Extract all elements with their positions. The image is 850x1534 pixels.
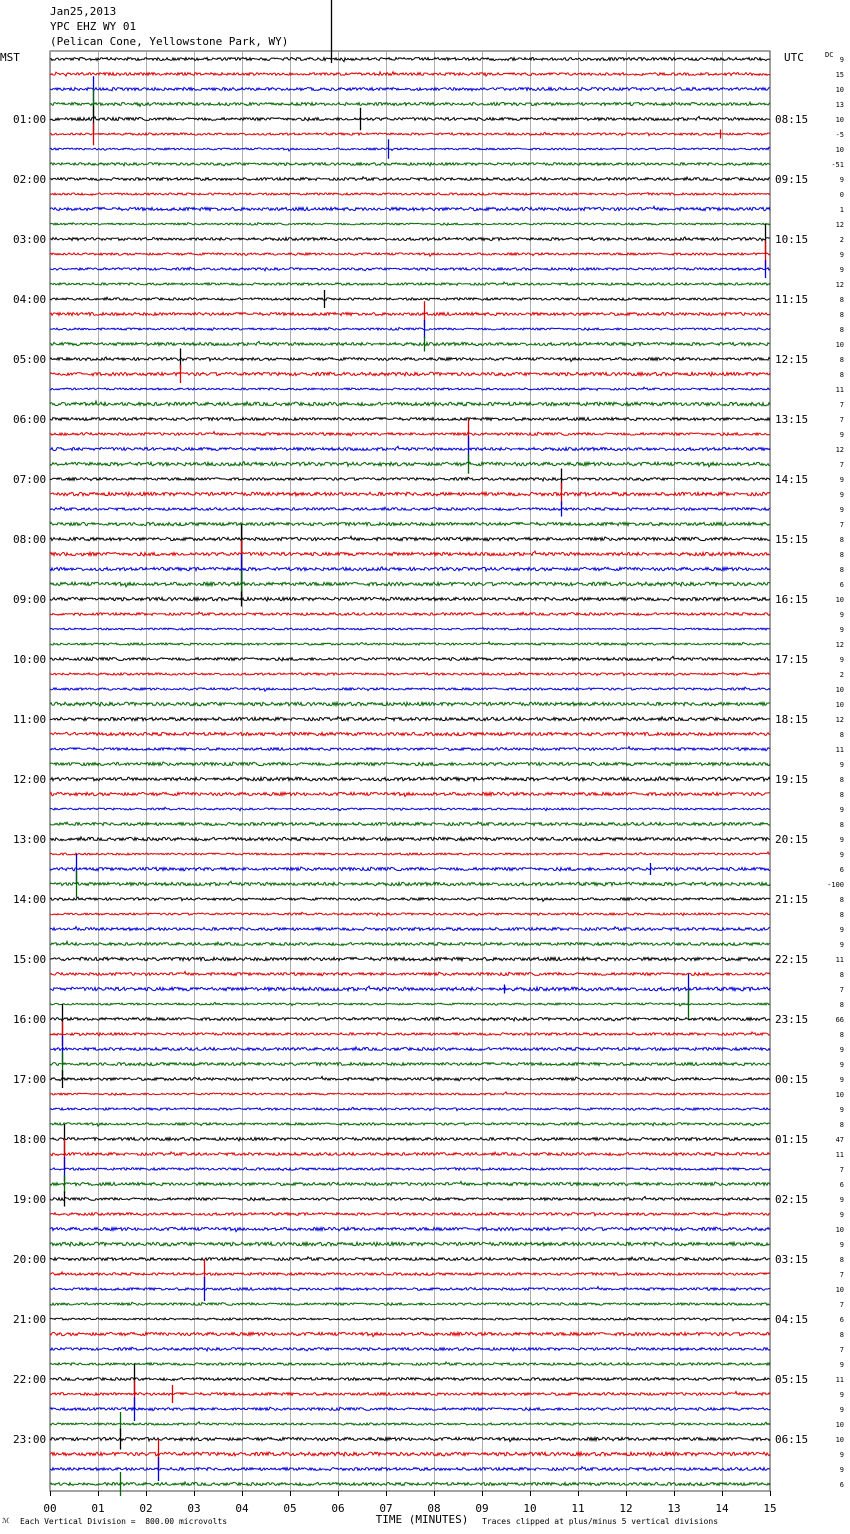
utc-hour-label: 14:15 <box>775 473 809 486</box>
dc-offset-label: 10 <box>835 701 844 709</box>
chart-grid <box>50 51 771 1496</box>
trace-line <box>50 1032 770 1036</box>
trace-line <box>50 1378 770 1381</box>
dc-offset-label: 13 <box>835 101 844 109</box>
dc-offset-label: 10 <box>835 1091 844 1099</box>
dc-offset-label: 6 <box>839 1181 844 1189</box>
clip-note: Traces clipped at plus/minus 5 vertical divisions <box>482 1517 719 1526</box>
utc-hour-label: 18:15 <box>775 713 809 726</box>
x-tick-label: 04 <box>235 1502 249 1515</box>
trace-line <box>50 1317 770 1320</box>
trace-line <box>50 372 770 376</box>
trace-line <box>50 1212 770 1216</box>
trace-line <box>50 732 770 735</box>
dc-offset-label: 12 <box>835 716 844 724</box>
mst-hour-label: 14:00 <box>13 893 47 906</box>
trace-line <box>50 477 770 481</box>
dc-offset-label: 9 <box>839 761 844 769</box>
trace-line <box>50 177 770 181</box>
mst-hour-label: 16:00 <box>13 1013 47 1026</box>
seismic-events <box>63 0 766 1496</box>
trace-line <box>50 282 770 285</box>
dc-offset-label: 7 <box>839 1301 844 1309</box>
trace-line <box>50 206 770 210</box>
dc-offset-label: 12 <box>835 446 844 454</box>
trace-line <box>50 822 770 826</box>
station-location: (Pelican Cone, Yellowstone Park, WY) <box>50 35 289 48</box>
trace-line <box>50 1168 770 1171</box>
dc-offset-label: 11 <box>835 1151 844 1159</box>
mst-hour-label: 09:00 <box>13 593 47 606</box>
dc-offset-label: 7 <box>839 521 844 529</box>
corner-mark: ℳ <box>2 1517 10 1525</box>
mst-hour-label: 20:00 <box>13 1253 47 1266</box>
trace-line <box>50 957 770 960</box>
x-tick-label: 03 <box>187 1502 201 1515</box>
trace-line <box>50 1197 770 1201</box>
trace-line <box>50 507 770 510</box>
trace-line <box>50 492 770 496</box>
dc-offset-label: 9 <box>839 926 844 934</box>
mst-hour-label: 15:00 <box>13 953 47 966</box>
trace-line <box>50 628 770 631</box>
utc-hour-label: 17:15 <box>775 653 809 666</box>
trace-line <box>50 807 770 810</box>
dc-offset-label: 9 <box>839 656 844 664</box>
utc-hour-label: 22:15 <box>775 953 809 966</box>
dc-offset-label: 8 <box>839 971 844 979</box>
dc-offset-label: 9 <box>839 506 844 514</box>
dc-offset-label: 9 <box>839 941 844 949</box>
utc-hour-label: 10:15 <box>775 233 809 246</box>
trace-line <box>50 941 770 945</box>
plot-date: Jan25,2013 <box>50 5 117 18</box>
dc-offset-label: 9 <box>839 611 844 619</box>
dc-offset-label: 8 <box>839 296 844 304</box>
dc-offset-label: 11 <box>835 746 844 754</box>
dc-offset-label: 10 <box>835 116 844 124</box>
mst-hour-label: 03:00 <box>13 233 47 246</box>
x-tick-label: 00 <box>43 1502 57 1515</box>
dc-offset-label: 8 <box>839 536 844 544</box>
dc-offset-label: 8 <box>839 1001 844 1009</box>
dc-offset-label: 9 <box>839 1211 844 1219</box>
dc-offset-label: 8 <box>839 371 844 379</box>
dc-offset-label: 10 <box>835 86 844 94</box>
trace-line <box>50 1407 770 1411</box>
trace-line <box>50 986 770 991</box>
x-tick-label: 11 <box>571 1502 585 1515</box>
trace-line <box>50 1181 770 1186</box>
dc-offset-label: 9 <box>839 1466 844 1474</box>
trace-line <box>50 837 770 841</box>
dc-offset-label: 10 <box>835 596 844 604</box>
utc-hour-label: 01:15 <box>775 1133 809 1146</box>
seismogram-traces <box>50 58 770 1486</box>
trace-line <box>50 72 770 76</box>
trace-line <box>50 852 770 855</box>
trace-line <box>50 972 770 976</box>
dc-offset-label: 9 <box>839 836 844 844</box>
dc-offset-label: 2 <box>839 236 844 244</box>
dc-offset-label: 0 <box>839 191 844 199</box>
x-tick-label: 02 <box>139 1502 153 1515</box>
mst-hour-label: 06:00 <box>13 413 47 426</box>
trace-line <box>50 297 770 300</box>
trace-line <box>50 702 770 706</box>
trace-line <box>50 747 770 751</box>
trace-line <box>50 1287 770 1291</box>
dc-offset-label: 9 <box>839 176 844 184</box>
trace-line <box>50 717 770 721</box>
trace-line <box>50 1422 770 1425</box>
dc-offset-label: 9 <box>839 476 844 484</box>
mst-hour-label: 23:00 <box>13 1433 47 1446</box>
trace-line <box>50 1332 770 1336</box>
trace-line <box>50 672 770 675</box>
trace-line <box>50 1077 770 1081</box>
dc-offset-label: 7 <box>839 1166 844 1174</box>
dc-offset-label: 8 <box>839 1121 844 1129</box>
left-axis-title: MST <box>0 51 20 64</box>
dc-offset-label: -51 <box>831 161 844 169</box>
dc-offset-label: 6 <box>839 866 844 874</box>
dc-offset-label: 9 <box>839 1076 844 1084</box>
dc-offset-label: 12 <box>835 641 844 649</box>
trace-line <box>50 1482 770 1486</box>
trace-line <box>50 1063 770 1066</box>
dc-offset-label: 9 <box>839 251 844 259</box>
dc-offset-label: 8 <box>839 911 844 919</box>
mst-hour-label: 12:00 <box>13 773 47 786</box>
x-tick-label: 05 <box>283 1502 297 1515</box>
dc-offset-label: 8 <box>839 776 844 784</box>
dc-offset-label: 6 <box>839 1481 844 1489</box>
dc-offset-label: 9 <box>839 851 844 859</box>
dc-offset-label: 8 <box>839 896 844 904</box>
dc-offset-label: 9 <box>839 626 844 634</box>
trace-line <box>50 1302 770 1305</box>
dc-offset-label: -100 <box>827 881 844 889</box>
dc-offset-label: 10 <box>835 341 844 349</box>
mst-hour-label: 19:00 <box>13 1193 47 1206</box>
scale-note: Each Vertical Division = 800.00 microvolts <box>20 1517 228 1526</box>
dc-offset-label: 15 <box>835 71 844 79</box>
dc-offset-label: 9 <box>839 56 844 64</box>
dc-offset-label: 7 <box>839 986 844 994</box>
trace-line <box>50 462 770 467</box>
trace-line <box>50 792 770 796</box>
trace-line <box>50 551 770 556</box>
x-axis-label: TIME (MINUTES) <box>375 1513 469 1526</box>
trace-line <box>50 582 770 587</box>
x-tick-label: 14 <box>715 1502 729 1515</box>
dc-offset-label: 9 <box>839 1106 844 1114</box>
dc-offset-label: 9 <box>839 491 844 499</box>
utc-hour-label: 00:15 <box>775 1073 809 1086</box>
dc-offset-label: 9 <box>839 266 844 274</box>
trace-line <box>50 401 770 406</box>
x-tick-label: 15 <box>763 1502 777 1515</box>
dc-offset-label: 9 <box>839 1196 844 1204</box>
dc-offset-label: 7 <box>839 461 844 469</box>
mst-hour-label: 01:00 <box>13 113 47 126</box>
trace-line <box>50 656 770 660</box>
dc-offset-label: 7 <box>839 416 844 424</box>
trace-line <box>50 1152 770 1156</box>
trace-line <box>50 147 770 151</box>
utc-hour-label: 13:15 <box>775 413 809 426</box>
trace-line <box>50 116 770 120</box>
x-tick-label: 06 <box>331 1502 345 1515</box>
dc-offset-label: 9 <box>839 1451 844 1459</box>
trace-line <box>50 612 770 616</box>
x-tick-label: 01 <box>91 1502 105 1515</box>
dc-offset-label: 9 <box>839 1391 844 1399</box>
trace-line <box>50 642 770 646</box>
utc-hour-label: 16:15 <box>775 593 809 606</box>
dc-offset-label: 7 <box>839 401 844 409</box>
station-code: YPC EHZ WY 01 <box>50 20 137 33</box>
trace-line <box>50 687 770 691</box>
dc-offset-label: 1 <box>839 206 844 214</box>
mst-hour-label: 22:00 <box>13 1373 47 1386</box>
trace-line <box>50 102 770 106</box>
dc-offset-label: 9 <box>839 806 844 814</box>
dc-offset-label: 8 <box>839 551 844 559</box>
trace-line <box>50 1257 770 1261</box>
mst-hour-label: 08:00 <box>13 533 47 546</box>
dc-offset-label: 12 <box>835 281 844 289</box>
trace-line <box>50 1002 770 1006</box>
trace-line <box>50 88 770 91</box>
dc-offset-label: 10 <box>835 146 844 154</box>
dc-offset-label: 7 <box>839 1271 844 1279</box>
utc-hour-label: 05:15 <box>775 1373 809 1386</box>
dc-offset-label: 10 <box>835 1226 844 1234</box>
dc-offset-label: 9 <box>839 1361 844 1369</box>
dc-offset-label: 10 <box>835 1421 844 1429</box>
trace-line <box>50 1347 770 1351</box>
trace-line <box>50 927 770 931</box>
utc-hour-label: 02:15 <box>775 1193 809 1206</box>
dc-offset-label: 8 <box>839 566 844 574</box>
dc-offset-label: 12 <box>835 221 844 229</box>
x-tick-label: 08 <box>427 1502 441 1515</box>
mst-hour-label: 18:00 <box>13 1133 47 1146</box>
dc-offset-label: 66 <box>835 1016 844 1024</box>
dc-offset-label: 8 <box>839 311 844 319</box>
trace-line <box>50 58 770 62</box>
dc-offset-label: 6 <box>839 581 844 589</box>
utc-hour-label: 15:15 <box>775 533 809 546</box>
trace-line <box>50 881 770 886</box>
dc-offset-label: 8 <box>839 326 844 334</box>
x-tick-label: 10 <box>523 1502 537 1515</box>
mst-hour-label: 10:00 <box>13 653 47 666</box>
utc-hour-label: 08:15 <box>775 113 809 126</box>
dc-offset-label: 8 <box>839 1031 844 1039</box>
x-tick-label: 13 <box>667 1502 681 1515</box>
trace-line <box>50 432 770 436</box>
dc-offset-label: 9 <box>839 1241 844 1249</box>
utc-hour-label: 21:15 <box>775 893 809 906</box>
dc-offset-label: 11 <box>835 1376 844 1384</box>
mst-hour-label: 02:00 <box>13 173 47 186</box>
utc-hour-label: 06:15 <box>775 1433 809 1446</box>
dc-offset-label: 8 <box>839 1331 844 1339</box>
trace-line <box>50 328 770 331</box>
utc-hour-label: 23:15 <box>775 1013 809 1026</box>
dc-offset-label: 8 <box>839 1256 844 1264</box>
trace-line <box>50 1272 770 1276</box>
trace-line <box>50 762 770 766</box>
dc-offset-label: 6 <box>839 1316 844 1324</box>
plot-frame <box>50 51 770 1491</box>
trace-line <box>50 567 770 571</box>
x-tick-label: 07 <box>379 1502 393 1515</box>
dc-label: DC <box>825 51 834 59</box>
dc-offset-label: 7 <box>839 1346 844 1354</box>
mst-hour-label: 17:00 <box>13 1073 47 1086</box>
right-axis-title: UTC <box>784 51 804 64</box>
trace-line <box>50 387 770 390</box>
trace-line <box>50 418 770 421</box>
trace-line <box>50 1122 770 1126</box>
trace-line <box>50 536 770 541</box>
trace-line <box>50 163 770 166</box>
dc-offset-label: 9 <box>839 1406 844 1414</box>
x-tick-label: 09 <box>475 1502 489 1515</box>
mst-hour-label: 21:00 <box>13 1313 47 1326</box>
dc-offset-label: 8 <box>839 731 844 739</box>
trace-line <box>50 237 770 241</box>
dc-offset-label: 10 <box>835 686 844 694</box>
dc-offset-label: 9 <box>839 431 844 439</box>
utc-hour-label: 20:15 <box>775 833 809 846</box>
dc-offset-label: 9 <box>839 1046 844 1054</box>
trace-line <box>50 777 770 781</box>
utc-hour-label: 12:15 <box>775 353 809 366</box>
mst-hour-label: 07:00 <box>13 473 47 486</box>
trace-line <box>50 357 770 361</box>
utc-hour-label: 11:15 <box>775 293 809 306</box>
dc-offset-label: 10 <box>835 1436 844 1444</box>
x-tick-label: 12 <box>619 1502 633 1515</box>
trace-line <box>50 597 770 601</box>
trace-line <box>50 253 770 256</box>
utc-hour-label: 19:15 <box>775 773 809 786</box>
dc-offset-label: 11 <box>835 386 844 394</box>
trace-line <box>50 313 770 316</box>
trace-line <box>50 1227 770 1232</box>
trace-line <box>50 867 770 871</box>
utc-hour-label: 04:15 <box>775 1313 809 1326</box>
mst-hour-label: 13:00 <box>13 833 47 846</box>
trace-line <box>50 132 770 135</box>
trace-line <box>50 1392 770 1396</box>
dc-offset-label: 11 <box>835 956 844 964</box>
mst-hour-label: 05:00 <box>13 353 47 366</box>
trace-line <box>50 912 770 916</box>
trace-line <box>50 897 770 901</box>
dc-offset-label: 47 <box>835 1136 844 1144</box>
trace-line <box>50 1047 770 1051</box>
dc-offset-label: -5 <box>835 131 844 139</box>
trace-line <box>50 1107 770 1110</box>
trace-line <box>50 1092 770 1095</box>
trace-line <box>50 223 770 226</box>
trace-line <box>50 341 770 345</box>
dc-offset-label: 2 <box>839 671 844 679</box>
trace-line <box>50 1362 770 1365</box>
dc-offset-label: 8 <box>839 821 844 829</box>
trace-line <box>50 1017 770 1021</box>
trace-line <box>50 1242 770 1246</box>
trace-line <box>50 1138 770 1141</box>
dc-offset-label: 9 <box>839 1061 844 1069</box>
dc-offset-label: 10 <box>835 1286 844 1294</box>
utc-hour-label: 09:15 <box>775 173 809 186</box>
mst-hour-label: 04:00 <box>13 293 47 306</box>
utc-hour-label: 03:15 <box>775 1253 809 1266</box>
dc-offset-label: 8 <box>839 791 844 799</box>
dc-offset-label: 8 <box>839 356 844 364</box>
trace-line <box>50 193 770 196</box>
trace-line <box>50 446 770 450</box>
trace-line <box>50 267 770 271</box>
trace-line <box>50 522 770 525</box>
mst-hour-label: 11:00 <box>13 713 47 726</box>
